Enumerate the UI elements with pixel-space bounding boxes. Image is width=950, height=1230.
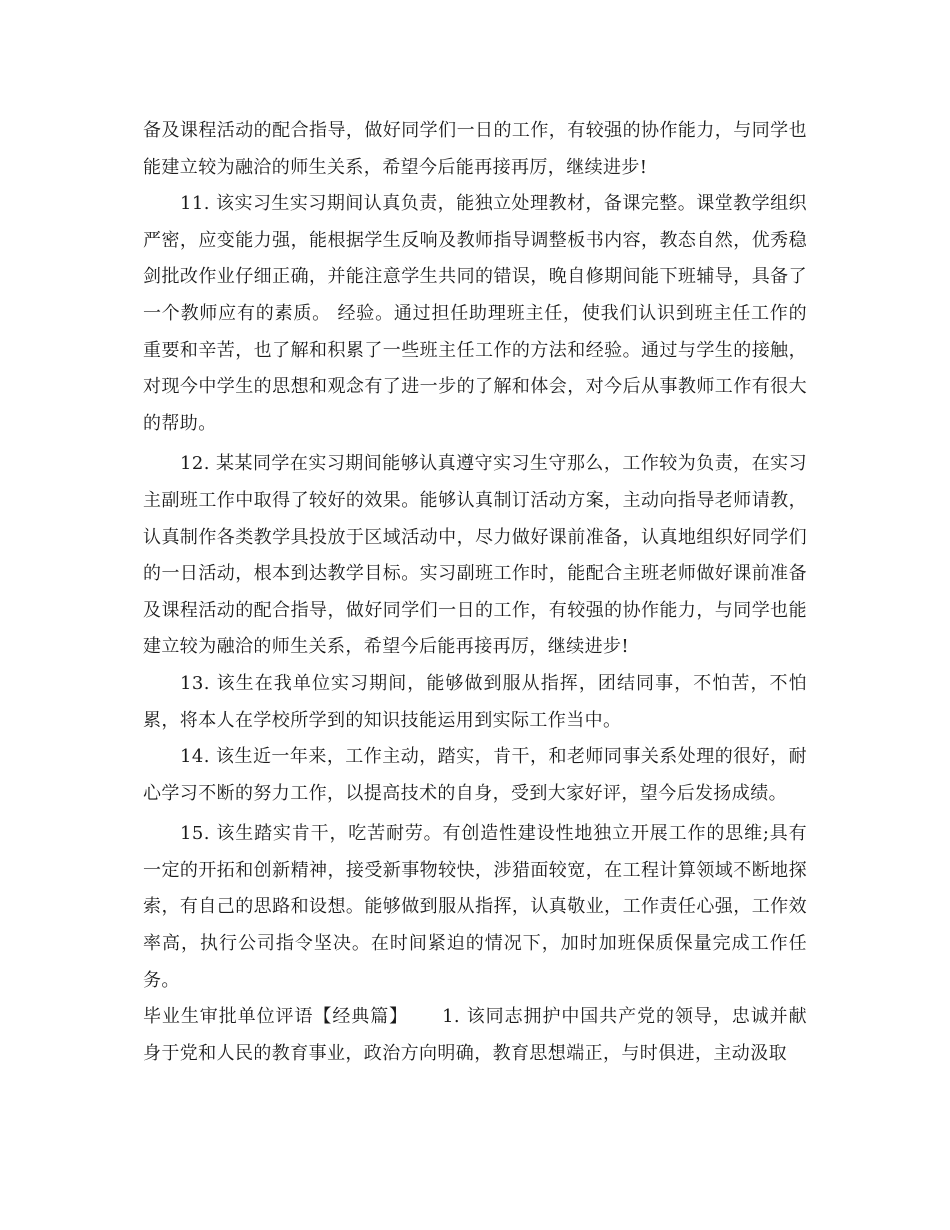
paragraph-13: 13. 该生在我单位实习期间，能够做到服从指挥，团结同事，不怕苦，不怕累，将本人在学校所学到的知识技能运用到实际工作当中。 (143, 672, 807, 731)
section-block (143, 999, 807, 1072)
section-title: 毕业生审批单位评语【经典篇】 (143, 1006, 409, 1028)
paragraph-15: 15. 该生踏实肯干，吃苦耐劳。有创造性建设性地独立开展工作的思维;具有一定的开拓和创新精神，接受新事物较快，涉猎面较宽，在工程计算领域不断地探索，有自己的思路和设想。能够做到服从指挥，认真敬业，工作责任心强，工作效率高，执行公司指令坚决。在时间紧迫的情况下，加时加班保质保量完成工作任务。 (143, 823, 807, 991)
document-body (143, 113, 807, 1072)
paragraph-11: 11. 该实习生实习期间认真负责，能独立处理教材，备课完整。课堂教学组织严密，应变能力强，能根据学生反响及教师指导调整板书内容，教态自然，优秀稳剑批改作业仔细正确，并能注意学生共同的错误，晚自修期间能下班辅导，具备了一个教师应有的素质。 经验。通过担任助理班主任，使我们认识到班主任工作的重要和辛苦，也了解和积累了一些班主任工作的方法和经验。通过与学生的接触，对现今中学生的思想和观念有了进一步的了解和体会，对今后从事教师工作有很大的帮助。 (143, 193, 807, 434)
paragraph-12: 12. 某某同学在实习期间能够认真遵守实习生守那么，工作较为负责，在实习主副班工作中取得了较好的效果。能够认真制订活动方案，主动向指导老师请教，认真制作各类教学具投放于区域活动中，尽力做好课前准备，认真地组织好同学们的一日活动，根本到达教学目标。实习副班工作时，能配合主班老师做好课前准备及课程活动的配合指导，做好同学们一日的工作，有较强的协作能力，与同学也能建立较为融洽的师生关系，希望今后能再接再厉，继续进步! (143, 453, 807, 658)
paragraph-14: 14. 该生近一年来，工作主动，踏实，肯干，和老师同事关系处理的很好，耐心学习不断的努力工作，以提高技术的自身，受到大家好评，望今后发扬成绩。 (143, 746, 807, 804)
section-first-item: 1. 该同志拥护中国共产党的领导，忠诚并献身于党和人民的教育事业，政治方向明确，教育思想端正，与时俱进，主动汲取 (143, 1006, 807, 1064)
paragraph-continuation: 备及课程活动的配合指导，做好同学们一日的工作，有较强的协作能力，与同学也能建立较为融洽的师生关系，希望今后能再接再厉，继续进步! (143, 120, 807, 178)
